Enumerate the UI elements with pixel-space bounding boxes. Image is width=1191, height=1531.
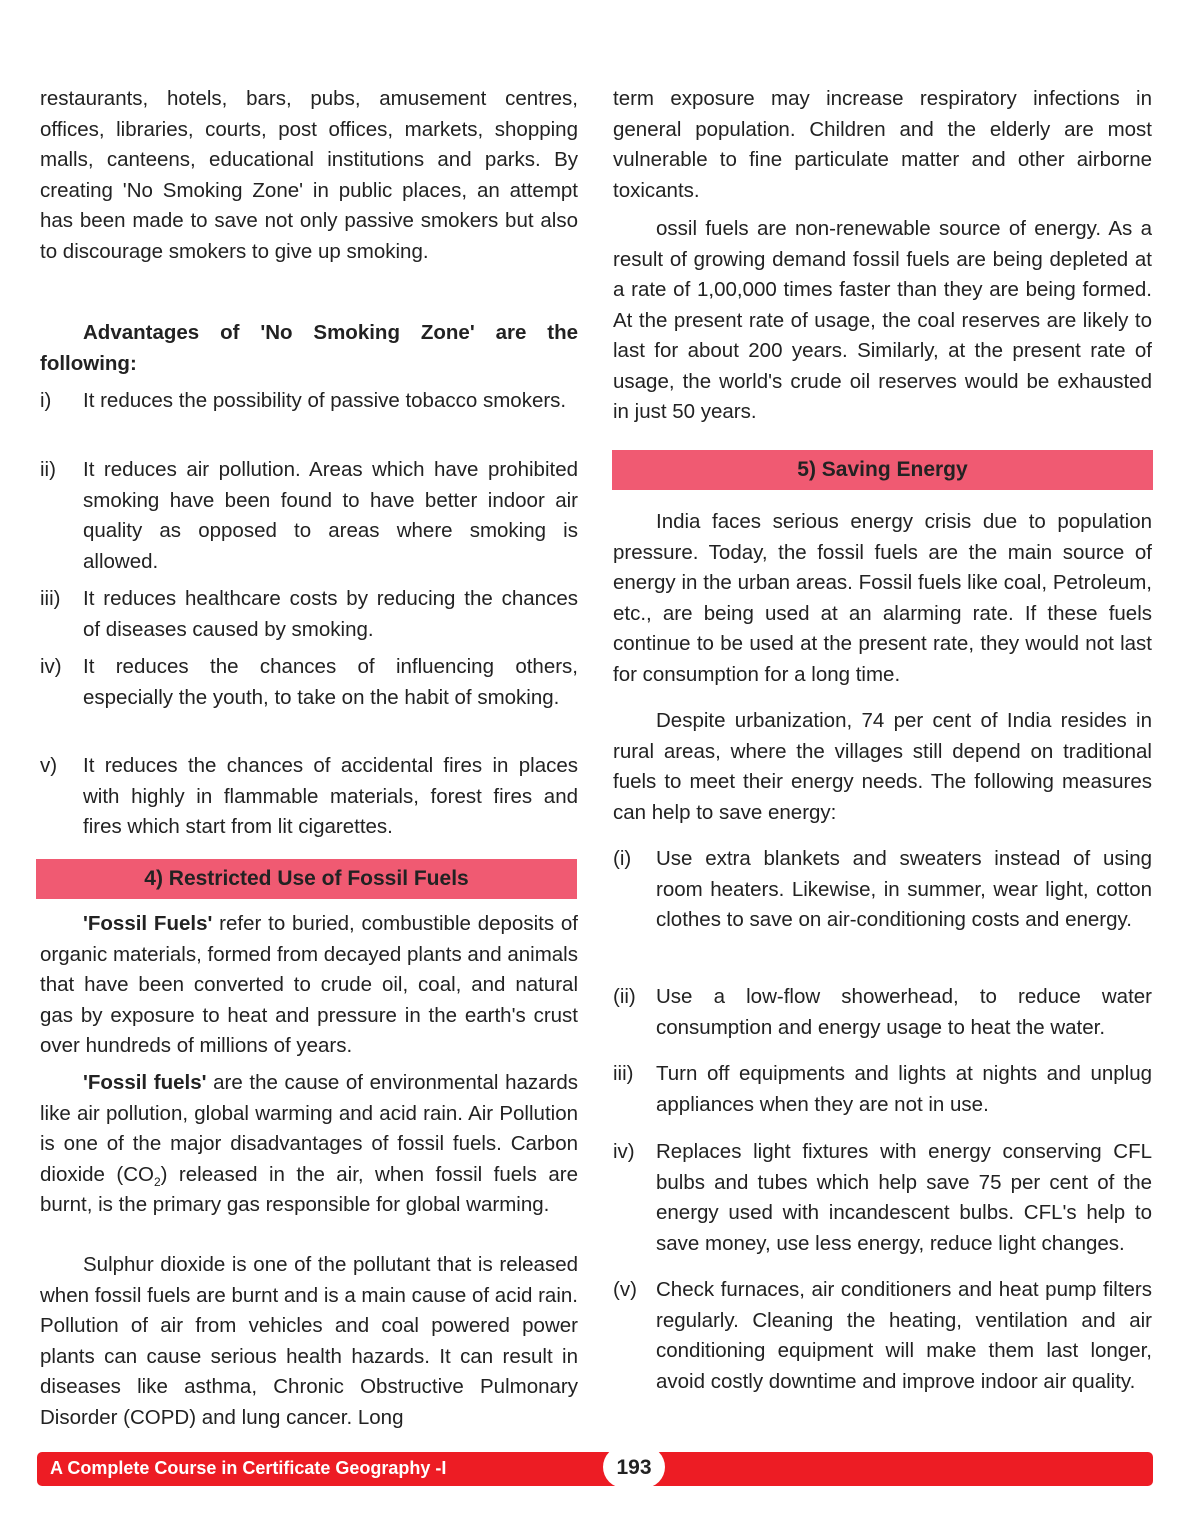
list-label: (ii): [613, 985, 636, 1008]
bold-term: 'Fossil Fuels': [83, 912, 213, 935]
paragraph-fossil-fuels-hazards: [40, 1068, 578, 1221]
list-text: It reduces the chances of accidental fires in places with highly in flammable materials, forest fires and fires which start from lit cigarettes.: [83, 754, 578, 838]
list-label: v): [40, 754, 58, 777]
list-item: [40, 751, 578, 851]
paragraph-text: are the cause of environmental hazards like air pollution, global warming and acid rain. Air Pollution is one of the major disadvantages of fossil fuels. Carbon dioxide (CO: [40, 1071, 578, 1186]
advantages-heading: Advantages of 'No Smoking Zone' are the following:: [40, 321, 578, 375]
list-label: ii): [40, 458, 56, 481]
list-label: iii): [613, 1062, 634, 1085]
list-item: [40, 455, 578, 573]
list-text: Use a low-flow showerhead, to reduce water consumption and energy usage to heat the water.: [656, 985, 1152, 1039]
list-label: (i): [613, 847, 632, 870]
list-text: Replaces light fixtures with energy conserving CFL bulbs and tubes which help save 75 per cent of the energy used with incandescent bulbs. CFL's help to save money, use less energy, reduce light changes.: [656, 1140, 1152, 1255]
paragraph-text: ) released in the air, when fossil fuels are burnt, is the primary gas responsible for global warming.: [40, 1162, 578, 1216]
list-text: Turn off equipments and lights at nights and unplug appliances when they are not in use.: [656, 1062, 1152, 1116]
list-text: Use extra blankets and sweaters instead of using room heaters. Likewise, in summer, wear light, cotton clothes to save on air-conditioning costs and energy.: [656, 847, 1152, 931]
list-text: It reduces the possibility of passive tobacco smokers.: [83, 389, 567, 412]
paragraph-energy-crisis: India faces serious energy crisis due to population pressure. Today, the fossil fuels are the main source of energy in the urban areas. Fossil fuels like coal, Petroleum, etc., are being used at an alarming rate. If these fuels continue to be used at the present rate, they would not last for consumption for a long time.: [613, 510, 1152, 686]
list-item: [40, 652, 578, 752]
list-label: i): [40, 389, 52, 412]
paragraph-text: refer to buried, combustible deposits of organic materials, formed from decayed plants and animals that have been converted to crude oil, coal, and natural gas by exposure to heat and pressure in the earth's crust over hundreds of millions of years.: [40, 912, 578, 1057]
bold-term: 'Fossil fuels': [83, 1071, 207, 1094]
paragraph-urbanization: Despite urbanization, 74 per cent of India resides in rural areas, where the villages still depend on traditional fuels to meet their energy needs. The following measures can help to save energy:: [613, 709, 1152, 824]
page-number: 193: [603, 1446, 665, 1488]
list-text: It reduces air pollution. Areas which have prohibited smoking have been found to have better indoor air quality as opposed to areas where smoking is allowed.: [83, 458, 578, 573]
paragraph-fossil-fuels-definition: [40, 909, 578, 1062]
list-label: iii): [40, 587, 61, 610]
list-label: (v): [613, 1278, 637, 1301]
paragraph-sulphur-dioxide: Sulphur dioxide is one of the pollutant that is released when fossil fuels are burnt and is a main cause of acid rain. Pollution of air from vehicles and coal powered power plants can cause serious health hazards. It can result in diseases like asthma, Chronic Obstructive Pulmonary Disorder (COPD) and lung cancer. Long: [40, 1253, 578, 1429]
subscript: 2: [153, 1174, 161, 1189]
list-text: Check furnaces, air conditioners and heat pump filters regularly. Cleaning the heating, ventilation and air conditioning equipment will make them last longer, avoid costly downtime and improve indoor air quality.: [656, 1278, 1152, 1393]
paragraph-non-renewable: ossil fuels are non-renewable source of energy. As a result of growing demand fossil fuels are being depleted at a rate of 1,00,000 times faster than they are being formed. At the present rate of usage, the coal reserves are likely to last for about 200 years. Similarly, at the present rate of usage, the world's crude oil reserves would be exhausted in just 50 years.: [613, 217, 1152, 423]
list-label: iv): [613, 1140, 635, 1163]
paragraph-no-smoking-zones: restaurants, hotels, bars, pubs, amusement centres, offices, libraries, courts, post offices, markets, shopping malls, canteens, educational institutions and parks. By creating 'No Smoking Zone' in public places, an attempt has been made to save not only passive smokers but also to discourage smokers to give up smoking.: [40, 87, 578, 263]
section-banner-fossil-fuels: 4) Restricted Use of Fossil Fuels: [36, 859, 577, 899]
list-text: It reduces the chances of influencing others, especially the youth, to take on the habit of smoking.: [83, 655, 578, 709]
section-banner-saving-energy: 5) Saving Energy: [612, 450, 1153, 490]
list-label: iv): [40, 655, 62, 678]
list-text: It reduces healthcare costs by reducing the chances of diseases caused by smoking.: [83, 587, 578, 641]
book-title: A Complete Course in Certificate Geography -I: [50, 1458, 447, 1478]
paragraph-exposure: term exposure may increase respiratory infections in general population. Children and the elderly are most vulnerable to fine particulate matter and other airborne toxicants.: [613, 87, 1152, 202]
page-footer: [37, 1452, 1153, 1486]
